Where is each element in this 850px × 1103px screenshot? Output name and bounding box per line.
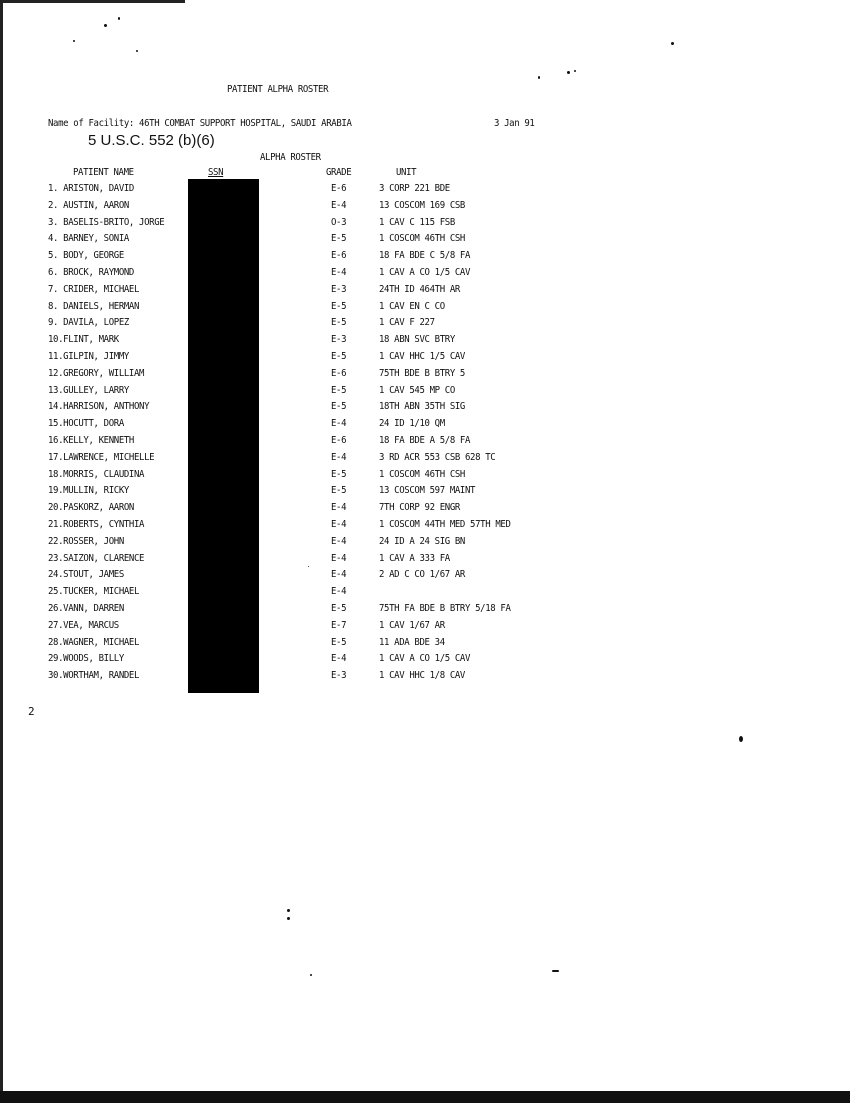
scan-left-border [0,0,3,1103]
patient-name: 16.KELLY, KENNETH [48,434,135,446]
table-row [48,637,608,654]
grade-cell: E-6 [331,434,347,446]
unit-cell: 1 CAV A CO 1/5 CAV [379,653,471,665]
unit-cell: 1 CAV 545 MP CO [379,384,455,396]
patient-name: 4. BARNEY, SONIA [48,233,129,245]
unit-cell: 3 RD ACR 553 CSB 628 TC [379,451,496,463]
table-row [48,317,608,334]
scan-speck [118,17,120,20]
grade-cell: E-6 [331,250,347,262]
patient-name: 18.MORRIS, CLAUDINA [48,468,145,480]
grade-cell: E-4 [331,502,347,514]
column-header-ssn: SSN [208,167,224,178]
grade-cell: E-4 [331,653,347,665]
scan-speck [671,42,674,45]
grade-cell: E-5 [331,468,347,480]
scan-speck [552,970,559,972]
unit-cell: 18 FA BDE A 5/8 FA [379,434,471,446]
scan-speck [287,909,290,912]
grade-cell: E-5 [331,636,347,648]
table-row [48,183,608,200]
grade-cell: O-3 [331,216,347,228]
column-header-grade: GRADE [326,167,352,178]
grade-cell: E-4 [331,266,347,278]
scan-speck [538,76,540,79]
patient-name: 21.ROBERTS, CYNTHIA [48,518,145,530]
unit-cell: 18 FA BDE C 5/8 FA [379,250,471,262]
table-row [48,284,608,301]
unit-cell: 75TH FA BDE B BTRY 5/18 FA [379,602,511,614]
unit-cell: 1 COSCOM 44TH MED 57TH MED [379,518,511,530]
column-header-unit: UNIT [396,167,417,178]
patient-name: 11.GILPIN, JIMMY [48,350,129,362]
patient-name: 29.WOODS, BILLY [48,653,124,665]
table-row [48,368,608,385]
table-row [48,519,608,536]
patient-name: 6. BROCK, RAYMOND [48,266,135,278]
patient-name: 17.LAWRENCE, MICHELLE [48,451,155,463]
patient-name: 19.MULLIN, RICKY [48,485,129,497]
table-row [48,418,608,435]
table-row [48,401,608,418]
table-row [48,586,608,603]
scan-speck [104,24,107,27]
scan-bottom-border [0,1091,850,1103]
unit-cell: 7TH CORP 92 ENGR [379,502,460,514]
table-row [48,653,608,670]
patient-name: 15.HOCUTT, DORA [48,418,124,430]
unit-cell: 2 AD C CO 1/67 AR [379,569,466,581]
patient-name: 9. DAVILA, LOPEZ [48,317,129,329]
unit-cell: 24 ID A 24 SIG BN [379,535,466,547]
patient-name: 7. CRIDER, MICHAEL [48,283,140,295]
unit-cell: 1 COSCOM 46TH CSH [379,468,466,480]
grade-cell: E-4 [331,518,347,530]
scan-speck [567,71,570,74]
grade-cell: E-5 [331,384,347,396]
roster-table [48,183,608,687]
patient-name: 1. ARISTON, DAVID [48,183,135,194]
table-row [48,385,608,402]
patient-name: 25.TUCKER, MICHAEL [48,586,140,598]
table-row [48,233,608,250]
table-row [48,670,608,687]
exemption-note: 5 U.S.C. 552 (b)(6) [88,132,215,149]
table-row [48,334,608,351]
unit-cell: 24TH ID 464TH AR [379,283,460,295]
unit-cell: 1 CAV EN C CO [379,300,445,312]
table-row [48,351,608,368]
grade-cell: E-6 [331,367,347,379]
table-row [48,217,608,234]
unit-cell: 1 CAV HHC 1/8 CAV [379,670,466,682]
grade-cell: E-4 [331,552,347,564]
table-row [48,301,608,318]
grade-cell: E-7 [331,619,347,631]
scan-speck [739,736,743,742]
table-row [48,536,608,553]
patient-name: 5. BODY, GEORGE [48,250,124,262]
unit-cell: 24 ID 1/10 QM [379,418,445,430]
patient-name: 3. BASELIS-BRITO, JORGE [48,216,165,228]
grade-cell: E-5 [331,233,347,245]
column-header-name: PATIENT NAME [73,167,134,178]
grade-cell: E-5 [331,401,347,413]
table-row [48,469,608,486]
unit-cell: 1 CAV HHC 1/5 CAV [379,350,466,362]
grade-cell: E-5 [331,300,347,312]
grade-cell: E-4 [331,451,347,463]
scan-speck [310,974,312,976]
patient-name: 13.GULLEY, LARRY [48,384,129,396]
grade-cell: E-5 [331,350,347,362]
scan-speck [574,70,576,72]
patient-name: 30.WORTHAM, RANDEL [48,670,140,682]
unit-cell: 13 COSCOM 597 MAINT [379,485,476,497]
unit-cell: 11 ADA BDE 34 [379,636,445,648]
unit-cell: 18 ABN SVC BTRY [379,334,455,346]
grade-cell: E-4 [331,535,347,547]
unit-cell: 3 CORP 221 BDE [379,183,450,194]
grade-cell: E-6 [331,183,347,194]
table-row [48,250,608,267]
patient-name: 24.STOUT, JAMES [48,569,124,581]
grade-cell: E-4 [331,586,347,598]
unit-cell: 1 CAV 1/67 AR [379,619,445,631]
unit-cell: 1 CAV F 227 [379,317,435,329]
unit-cell: 75TH BDE B BTRY 5 [379,367,466,379]
table-row [48,485,608,502]
grade-cell: E-4 [331,199,347,211]
patient-name: 23.SAIZON, CLARENCE [48,552,145,564]
grade-cell: E-4 [331,418,347,430]
patient-name: 26.VANN, DARREN [48,602,124,614]
scan-speck [287,917,290,920]
scan-speck [136,50,138,52]
patient-name: 22.ROSSER, JOHN [48,535,124,547]
grade-cell: E-5 [331,602,347,614]
table-row [48,603,608,620]
patient-name: 12.GREGORY, WILLIAM [48,367,145,379]
unit-cell: 1 CAV C 115 FSB [379,216,455,228]
table-row [48,435,608,452]
unit-cell: 18TH ABN 35TH SIG [379,401,466,413]
scan-top-border [0,0,185,3]
patient-name: 8. DANIELS, HERMAN [48,300,140,312]
facility-line: Name of Facility: 46TH COMBAT SUPPORT HOSPITAL, SAUDI ARABIA [48,118,352,129]
unit-cell: 1 CAV A 333 FA [379,552,450,564]
ssn-redaction-block [188,179,259,693]
patient-name: 14.HARRISON, ANTHONY [48,401,150,413]
patient-name: 20.PASKORZ, AARON [48,502,135,514]
unit-cell: 13 COSCOM 169 CSB [379,199,466,211]
table-row [48,553,608,570]
patient-name: 10.FLINT, MARK [48,334,119,346]
patient-name: 28.WAGNER, MICHAEL [48,636,140,648]
table-row [48,200,608,217]
grade-cell: E-5 [331,317,347,329]
table-row [48,267,608,284]
table-row [48,502,608,519]
grade-cell: E-3 [331,670,347,682]
roster-subtitle: ALPHA ROSTER [260,152,321,163]
patient-name: 2. AUSTIN, AARON [48,199,129,211]
unit-cell: 1 COSCOM 46TH CSH [379,233,466,245]
table-row [48,452,608,469]
grade-cell: E-3 [331,334,347,346]
document-title: PATIENT ALPHA ROSTER [227,84,329,95]
scan-speck [73,40,75,42]
table-row [48,620,608,637]
grade-cell: E-3 [331,283,347,295]
grade-cell: E-4 [331,569,347,581]
table-row [48,569,608,586]
document-date: 3 Jan 91 [494,118,535,129]
patient-name: 27.VEA, MARCUS [48,619,119,631]
grade-cell: E-5 [331,485,347,497]
unit-cell: 1 CAV A CO 1/5 CAV [379,266,471,278]
page-number: 2 [28,705,35,718]
